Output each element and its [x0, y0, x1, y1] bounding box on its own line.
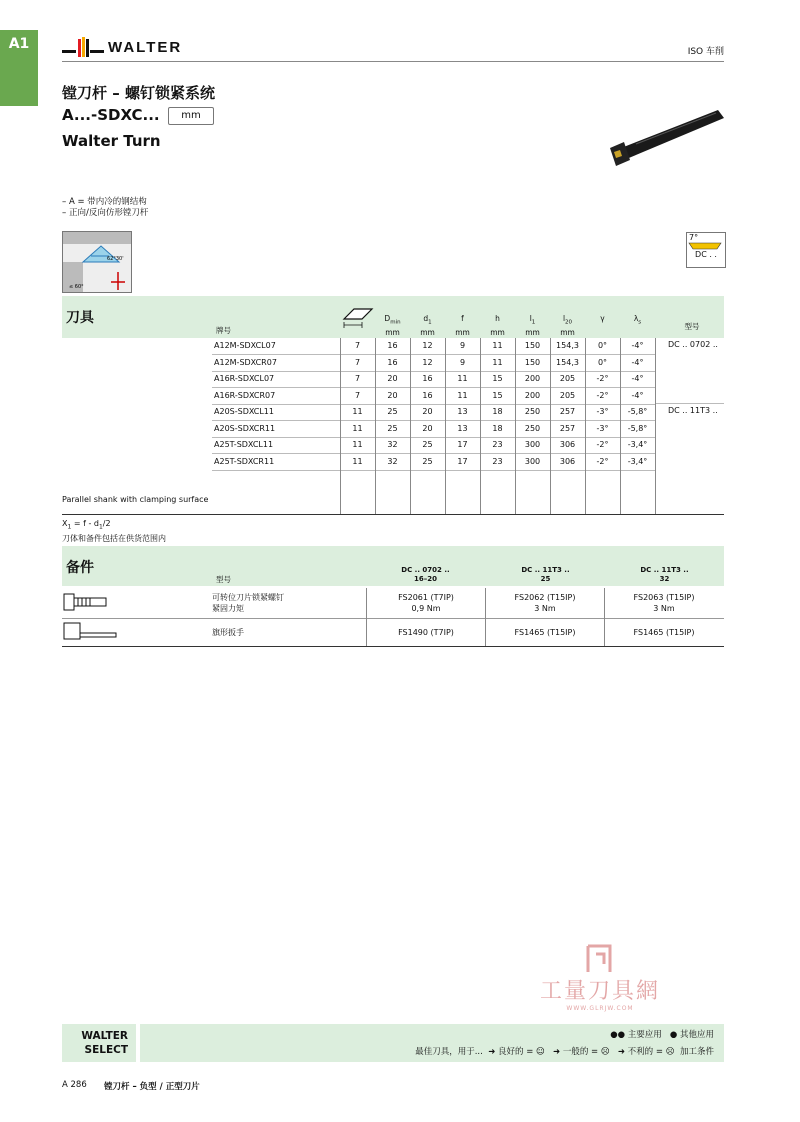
- column-unit: mm: [525, 327, 540, 337]
- profiling-diagram-icon: [63, 232, 131, 292]
- clearance-formula: [62, 518, 166, 533]
- column-symbol: l: [562, 314, 566, 323]
- table-cell: -4°: [631, 374, 644, 383]
- table-cell: 25: [422, 440, 433, 449]
- table-cell: 20: [422, 407, 433, 416]
- spare-size-range: 25: [540, 575, 551, 583]
- table-cell: -2°: [596, 456, 609, 466]
- table-cell: 17: [457, 440, 468, 449]
- table-cell: 16: [387, 357, 398, 367]
- tool-designation: A20S-SDXCL11: [214, 407, 274, 416]
- column-unit: mm: [560, 327, 575, 337]
- shank-note: Parallel shank with clamping surface: [62, 495, 209, 504]
- table-row: [212, 338, 656, 355]
- spare-column-header: [486, 566, 605, 584]
- formula-rest: = f - d: [71, 519, 99, 528]
- table-cell: -3°: [596, 423, 609, 433]
- column-header: [480, 314, 515, 337]
- spare-size-range: 16–20: [414, 575, 437, 583]
- column-unit: mm: [420, 327, 435, 337]
- page-footer-title: 镗刀杆 – 负型 / 正型刀片: [104, 1082, 200, 1092]
- table-cell: 306: [559, 440, 576, 449]
- table-cell: 300: [524, 456, 541, 466]
- legend-row2: [415, 1045, 714, 1057]
- spare-insert-type: DC .. 11T3 ..: [521, 566, 570, 574]
- column-divider: [515, 338, 516, 514]
- type-header: 型号: [684, 322, 700, 331]
- table-cell: 16: [422, 390, 433, 400]
- tools-bottom-rule: [62, 514, 724, 515]
- table-cell: 250: [524, 423, 541, 433]
- spare-label: [212, 627, 244, 638]
- table-cell: 17: [457, 456, 468, 466]
- table-cell: -2°: [596, 374, 609, 383]
- type-divider: [656, 403, 724, 404]
- watermark: [540, 944, 660, 1012]
- table-row: [212, 355, 656, 372]
- table-cell: 200: [524, 374, 541, 383]
- tools-title: 刀具: [66, 310, 94, 326]
- section-tab: A1: [0, 30, 38, 106]
- legend-good: ➜ 良好的 = ☺: [488, 1047, 545, 1057]
- spares-type-header: 型号: [216, 575, 231, 584]
- table-cell: -4°: [631, 357, 644, 367]
- table-cell: 0°: [597, 357, 608, 367]
- note-line: – A = 带内冷的钢结构: [62, 197, 147, 207]
- brand-line: Walter Turn: [62, 132, 161, 150]
- table-cell: 16: [422, 374, 433, 383]
- insert-size-cell: 7: [354, 390, 361, 400]
- table-row: [212, 421, 656, 438]
- spare-label-main: 可转位刀片锁紧螺钉: [212, 593, 284, 602]
- insert-size-cell: 7: [354, 341, 361, 350]
- spares-title: 备件: [66, 560, 94, 576]
- formula-sub: 1: [67, 523, 72, 531]
- table-cell: -4°: [631, 390, 644, 400]
- table-cell: 250: [524, 407, 541, 416]
- table-cell: 23: [492, 456, 503, 466]
- spare-torque: 3 Nm: [653, 604, 675, 613]
- column-unit: mm: [490, 327, 505, 337]
- table-cell: 200: [524, 390, 541, 400]
- table-row: [212, 454, 656, 471]
- column-divider: [655, 338, 656, 514]
- insert-angle: 7°: [689, 233, 699, 242]
- table-cell: 20: [422, 423, 433, 433]
- table-cell: 13: [457, 423, 468, 433]
- type-group-0702: DC .. 0702 ..: [668, 340, 718, 349]
- formula-x: X: [62, 519, 68, 528]
- tool-designation: A20S-SDXCR11: [214, 423, 276, 433]
- formula-notes: [62, 518, 166, 544]
- column-divider: [620, 338, 621, 514]
- table-cell: 32: [387, 440, 398, 449]
- table-cell: 12: [422, 357, 433, 367]
- column-symbol: D: [384, 314, 391, 323]
- table-cell: 205: [559, 390, 576, 400]
- table-cell: 20: [387, 390, 398, 400]
- spare-column-header: [366, 566, 485, 584]
- column-header: [620, 314, 655, 328]
- spare-part-number: FS1465 (T15IP): [633, 628, 695, 637]
- spare-cell: [485, 618, 604, 646]
- designation-header: 牌号: [216, 326, 231, 335]
- spare-cell: [366, 618, 485, 646]
- column-symbol: d: [423, 314, 429, 323]
- table-cell: 306: [559, 456, 576, 466]
- table-cell: -5,8°: [627, 423, 648, 433]
- tool-designation: A25T-SDXCL11: [214, 440, 274, 449]
- watermark-logo-icon: [584, 944, 614, 974]
- table-cell: 9: [459, 357, 466, 367]
- column-header: [375, 314, 410, 337]
- walter-logo: [62, 34, 182, 60]
- column-divider: [550, 338, 551, 514]
- header-rule: [62, 61, 724, 62]
- spare-part-number: FS2063 (T15IP): [633, 593, 695, 602]
- table-cell: 25: [422, 456, 433, 466]
- column-symbol: f: [461, 314, 464, 323]
- table-cell: 150: [524, 341, 541, 350]
- table-row: [212, 371, 656, 388]
- column-symbol: λ: [633, 314, 639, 323]
- column-subscript: 1: [428, 319, 432, 326]
- scope-note: 刀体和备件包括在供货范围内: [62, 533, 166, 543]
- insert-geometry-icon: [340, 305, 376, 331]
- insert-size-cell: 11: [352, 456, 363, 466]
- select-line2: SELECT: [84, 1044, 128, 1056]
- spare-torque: 0,9 Nm: [411, 604, 441, 613]
- walter-logo-icon: [62, 35, 104, 59]
- legend-box: [140, 1024, 724, 1062]
- column-header: [445, 314, 480, 337]
- table-row: [212, 404, 656, 421]
- insert-code: DC . .: [695, 250, 717, 259]
- table-cell: 18: [492, 407, 503, 416]
- legend-conditions: 加工条件: [679, 1047, 714, 1057]
- table-cell: 25: [387, 423, 398, 433]
- table-cell: 15: [492, 374, 503, 383]
- boring-bar-image: [606, 104, 726, 170]
- column-subscript: 20: [565, 319, 573, 326]
- table-cell: 12: [422, 341, 433, 350]
- column-unit: mm: [455, 327, 470, 337]
- table-cell: -4°: [631, 341, 644, 350]
- page-title: 镗刀杆 – 螺钉锁紧系统: [62, 84, 215, 102]
- tool-designation: A12M-SDXCR07: [214, 357, 277, 367]
- spare-torque: 3 Nm: [534, 604, 556, 613]
- table-cell: 15: [492, 390, 503, 400]
- column-divider: [375, 338, 376, 514]
- column-symbol: l: [529, 314, 532, 323]
- column-divider: [445, 338, 446, 514]
- header-section-label: ISO 车削: [687, 47, 724, 57]
- table-cell: -3,4°: [627, 440, 648, 449]
- spare-part-number: FS2062 (T15IP): [514, 593, 576, 602]
- spare-part-number: FS2061 (T7IP): [398, 593, 454, 602]
- feature-notes: [62, 197, 148, 219]
- table-row: [212, 388, 656, 405]
- insert-size-cell: 7: [354, 357, 361, 367]
- watermark-url: WWW.GLRJW.COM: [566, 1005, 634, 1012]
- spare-cell: [604, 588, 723, 618]
- table-cell: 11: [492, 357, 503, 367]
- watermark-text: 工量刀具網: [540, 979, 661, 1004]
- table-cell: 25: [387, 407, 398, 416]
- column-subscript: s: [638, 319, 642, 326]
- column-header: [585, 314, 620, 328]
- table-cell: 11: [457, 390, 468, 400]
- spare-label: [212, 592, 284, 614]
- spare-row: [62, 588, 724, 619]
- legend-average: ➜ 一般的 = ☹: [553, 1047, 610, 1057]
- table-cell: 11: [457, 374, 468, 383]
- spare-cell: [366, 588, 485, 618]
- table-cell: 154,3: [556, 341, 579, 350]
- page-number: A 286: [62, 1080, 87, 1090]
- spare-part-number: FS1490 (T7IP): [398, 628, 454, 637]
- application-diagram: [62, 231, 132, 293]
- spare-row: [62, 618, 724, 647]
- table-cell: 23: [492, 440, 503, 449]
- column-subscript: min: [390, 319, 401, 326]
- select-line1: WALTER: [81, 1030, 128, 1042]
- table-row: [212, 437, 656, 454]
- spare-label-main: 旗形扳手: [212, 628, 244, 637]
- type-group-11t3: DC .. 11T3 ..: [668, 406, 718, 415]
- insert-size-cell: 11: [352, 407, 363, 416]
- table-cell: 11: [492, 341, 503, 350]
- table-cell: 9: [459, 341, 466, 350]
- spare-part-number: FS1465 (T15IP): [514, 628, 576, 637]
- diagram-angle-label: 62°30': [107, 256, 124, 262]
- column-divider: [410, 338, 411, 514]
- column-divider: [480, 338, 481, 514]
- insert-shape-icon: [687, 242, 723, 250]
- insert-size-cell: 11: [352, 423, 363, 433]
- table-cell: -2°: [596, 390, 609, 400]
- table-cell: 0°: [597, 341, 608, 350]
- tool-designation: A12M-SDXCL07: [214, 341, 276, 350]
- legend-unfavourable: ➜ 不利的 = ☹: [617, 1047, 675, 1057]
- table-cell: 32: [387, 456, 398, 466]
- table-cell: 18: [492, 423, 503, 433]
- legend-best-tool: 最佳刀具，用于...: [415, 1047, 483, 1057]
- product-code: A...-SDXC...: [62, 106, 160, 124]
- spare-size-range: 32: [659, 575, 670, 583]
- table-cell: 257: [559, 407, 576, 416]
- unit-badge: mm: [168, 107, 214, 125]
- tool-designation: A16R-SDXCL07: [214, 374, 275, 383]
- spare-cell: [485, 588, 604, 618]
- spare-column-header: [605, 566, 724, 584]
- table-cell: 13: [457, 407, 468, 416]
- spare-cell: [604, 618, 723, 646]
- table-cell: -2°: [596, 440, 609, 449]
- column-unit: mm: [385, 327, 400, 337]
- table-cell: 300: [524, 440, 541, 449]
- table-cell: -3,4°: [627, 456, 648, 466]
- spare-insert-type: DC .. 0702 ..: [401, 566, 450, 574]
- formula-end: /2: [102, 519, 111, 528]
- table-cell: -3°: [596, 407, 609, 416]
- insert-size-cell: 11: [352, 440, 363, 449]
- column-symbol: h: [495, 314, 500, 323]
- table-cell: 150: [524, 357, 541, 367]
- column-subscript: 1: [531, 319, 536, 326]
- diagram-limit-label: ≤ 60°: [69, 284, 84, 290]
- insert-size-cell: 7: [354, 374, 361, 383]
- insert-type-icon: [686, 232, 726, 268]
- note-line: – 正向/反向仿形镗刀杆: [62, 208, 149, 218]
- column-header: [515, 314, 550, 337]
- table-cell: 154,3: [556, 357, 579, 367]
- legend-row1: [610, 1028, 714, 1040]
- column-symbol: γ: [600, 314, 605, 323]
- spare-insert-type: DC .. 11T3 ..: [640, 566, 689, 574]
- walter-select-label: [62, 1024, 136, 1062]
- table-cell: 257: [559, 423, 576, 433]
- column-header: [410, 314, 445, 337]
- legend-main-use: ●● 主要应用: [610, 1030, 662, 1040]
- column-divider: [340, 338, 341, 514]
- tool-designation: A16R-SDXCR07: [214, 390, 276, 400]
- table-cell: 20: [387, 374, 398, 383]
- logo-text: WALTER: [108, 38, 183, 56]
- column-header: [550, 314, 585, 337]
- table-cell: 16: [387, 341, 398, 350]
- spare-label-sub: 紧固力矩: [212, 604, 244, 613]
- tool-designation: A25T-SDXCR11: [214, 456, 275, 466]
- column-divider: [585, 338, 586, 514]
- formula-sub2: 1: [98, 523, 103, 531]
- table-cell: -5,8°: [627, 407, 648, 416]
- legend-other-use: ● 其他应用: [669, 1030, 714, 1040]
- table-cell: 205: [559, 374, 576, 383]
